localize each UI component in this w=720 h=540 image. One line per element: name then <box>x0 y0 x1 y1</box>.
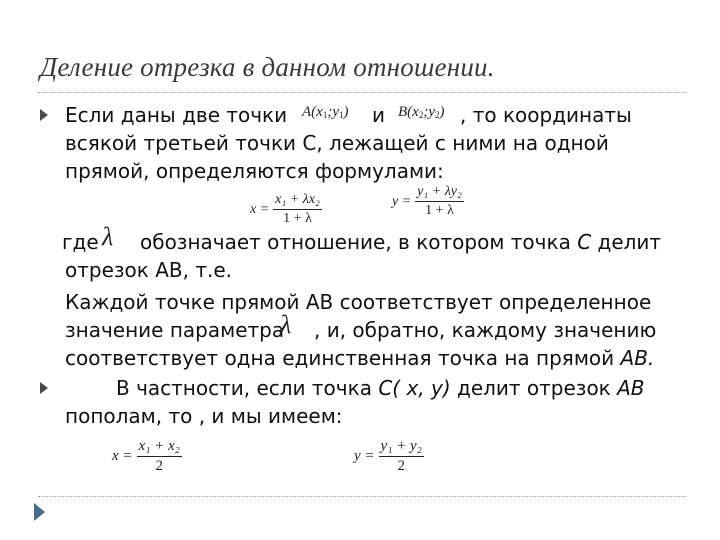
play-arrow-icon <box>34 503 45 521</box>
text-segment: Если даны две точки <box>65 103 288 127</box>
bullet-arrow-icon <box>40 382 48 394</box>
footer-divider <box>38 496 686 497</box>
bullet-1-line-1 <box>65 101 287 129</box>
lambda-symbol: λ <box>102 222 114 251</box>
slide-title: Деление отрезка в данном отношении. <box>40 52 495 82</box>
point-b-formula: $B(x_2;y_2)$ <box>398 104 445 120</box>
each-point-line-2-start: значение параметра <box>65 318 285 342</box>
formula-x: x = $\frac{\text{x₁ + λx₂}}{1 + \lambda}$ <box>250 192 320 226</box>
where-line-1: обозначает отношение, в котором точка С делит <box>140 230 662 254</box>
point-a-formula: $A(x_1;y_1)$ <box>302 104 349 120</box>
midpoint-formula-x: x = $\frac{\text{x₁ + x₂}}{2}$ <box>112 438 180 474</box>
title-divider <box>38 92 686 93</box>
lambda-symbol-param: λ <box>280 310 292 339</box>
where-word: где <box>62 230 99 254</box>
bullet-1-line-3: прямой, определяются формулами: <box>65 159 444 183</box>
formula-y: y = $\frac{\text{y₁ + λy₂}}{1 + \lambda}$ <box>392 184 462 218</box>
bullet-2-line-2: пополам, то , и мы имеем: <box>65 404 343 428</box>
conjunction-and: и <box>372 103 385 127</box>
where-line-2: отрезок АВ, т.е. <box>65 258 232 282</box>
each-point-line-3: соответствует одна единственная точка на прямой АВ. <box>65 346 655 370</box>
bullet-2-line-1: В частности, если точка С( х, у) делит отрезок АВ <box>116 376 645 400</box>
midpoint-formula-y: y = $\frac{\text{y₁ + y₂}}{2}$ <box>354 438 422 474</box>
each-point-line-2-end: , и, обратно, каждому значению <box>314 318 657 342</box>
bullet-1-line-2: всякой третьей точки С, лежащей с ними на одной <box>65 131 609 155</box>
bullet-1-line-1-end: , то координаты <box>460 103 632 127</box>
bullet-arrow-icon <box>40 109 48 121</box>
each-point-line-1: Каждой точке прямой АВ соответствует определенное <box>65 290 652 314</box>
